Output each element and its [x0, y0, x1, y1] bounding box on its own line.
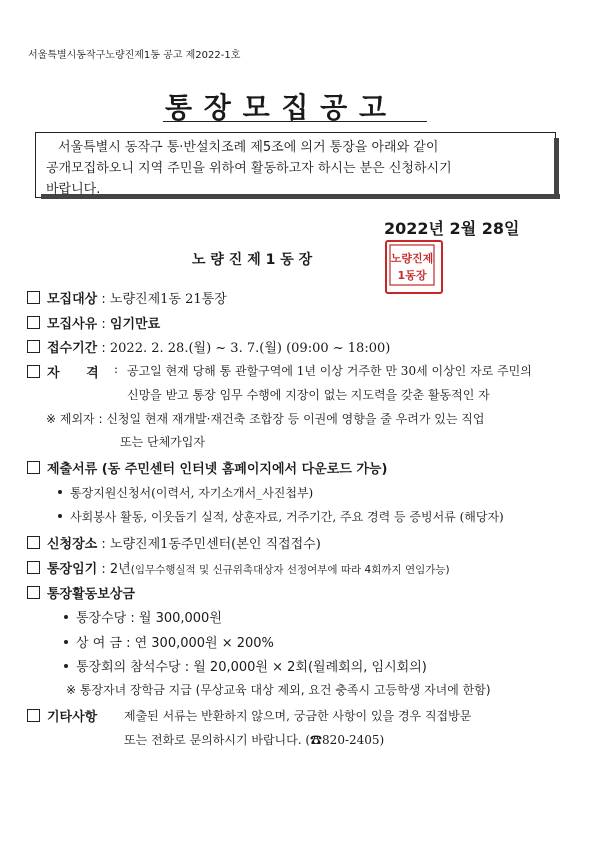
checkbox-icon [27, 365, 40, 378]
intro-line: 서울특별시 동작구 통·반설치조례 제5조에 의거 통장을 아래와 같이 [58, 140, 439, 155]
item-documents [27, 458, 387, 477]
separator: : [101, 562, 110, 577]
item-value: 노량진제1동주민센터(본인 직접접수) [109, 537, 321, 552]
item-target [27, 288, 227, 307]
bullet-icon [58, 514, 62, 518]
documents-item-2 [58, 508, 504, 525]
intro-text [46, 137, 452, 200]
allowance-item-text: 통장회의 참석수당 : 월 20,000원 × 2회(월례회의, 임시회의) [76, 660, 427, 675]
item-value: 2022. 2. 28.(월) ~ 3. 7.(월) (09:00 ~ 18:00) [109, 341, 391, 356]
item-term [27, 558, 450, 577]
item-label: 모집사유 [47, 317, 98, 332]
intro-line: 공개모집하오니 지역 주민을 위하여 활동하고자 하시는 분은 신청하시기 [46, 161, 452, 176]
allowance-item-1 [64, 607, 222, 626]
title-text: 통 장 모 집 공 고 [165, 91, 388, 124]
item-label: 자 격 [47, 366, 99, 381]
checkbox-icon [27, 586, 40, 599]
item-label: 기타사항 [47, 710, 98, 725]
allowance-item-2 [64, 632, 274, 651]
bullet-icon [58, 490, 62, 494]
svg-text:노량진제: 노량진제 [390, 252, 434, 265]
separator: : [101, 317, 110, 332]
allowance-item-text: 상 여 금 : 연 300,000원 × 200% [76, 636, 274, 651]
checkbox-icon [27, 536, 40, 549]
item-label: 통장임기 [47, 562, 98, 577]
item-place [27, 533, 321, 552]
documents-item-1 [58, 484, 313, 501]
item-value: 임기만료 [109, 317, 161, 332]
issuer-name: 노 량 진 제 1 동 장 [192, 252, 313, 268]
checkbox-icon [27, 709, 40, 722]
exclusion-note-line-1: ※ 제외자 : 신청일 현재 재개발·재건축 조합장 등 이권에 영향을 줄 우려가 있는 직업 [46, 412, 485, 426]
checkbox-icon [27, 316, 40, 329]
separator: : [101, 537, 110, 552]
item-label: 신청장소 [47, 537, 98, 552]
bullet-icon [64, 615, 68, 619]
document-number: 서울특별시동작구노량진제1동 공고 제2022-1호 [28, 50, 241, 61]
documents-item-text: 통장지원신청서(이력서, 자기소개서_사진첩부) [70, 486, 314, 500]
page-title [165, 86, 387, 126]
seal-graphic [387, 242, 441, 292]
title-underline [163, 121, 427, 122]
qualification-colon: : [114, 362, 119, 376]
intro-box-shadow-right [554, 138, 559, 199]
term-note: (임무수행실적 및 신규위촉대상자 선정여부에 따라 4회까지 연임가능) [130, 564, 450, 576]
other-line-2: 또는 전화로 문의하시기 바랍니다. (☎820-2405) [124, 733, 385, 747]
qualification-line-2: 신망을 받고 통장 임무 수행에 지장이 없는 지도력을 갖춘 활동적인 자 [127, 388, 490, 402]
checkbox-icon [27, 291, 40, 304]
svg-text:1동장: 1동장 [397, 269, 427, 282]
documents-item-text: 사회봉사 활동, 이웃돕기 실적, 상훈자료, 거주기간, 주요 경력 등 증빙서류 (해당자) [70, 510, 504, 524]
bullet-icon [64, 664, 68, 668]
item-reason [27, 313, 160, 332]
allowance-item-text: 통장수당 : 월 300,000원 [76, 611, 222, 626]
qualification-line-1: 공고일 현재 당해 통 관할구역에 1년 이상 거주한 만 30세 이상인 자로 주민의 [127, 364, 532, 378]
item-label: 모집대상 [47, 292, 98, 307]
separator: : [101, 341, 110, 356]
item-other [27, 706, 97, 725]
intro-line: 바랍니다. [46, 182, 101, 197]
exclusion-note-line-2: 또는 단체가입자 [120, 435, 205, 449]
scholarship-note: ※ 통장자녀 장학금 지급 (무상교육 대상 제외, 요건 충족시 고등학생 자녀에 한함) [66, 683, 491, 697]
bullet-icon [64, 640, 68, 644]
separator: : [101, 292, 110, 307]
official-seal [385, 240, 443, 294]
announcement-date: 2022년 2월 28일 [384, 219, 520, 238]
other-line-1: 제출된 서류는 반환하지 않으며, 궁금한 사항이 있을 경우 직접방문 [124, 709, 472, 723]
item-label: 통장활동보상금 [47, 587, 135, 602]
checkbox-icon [27, 340, 40, 353]
allowance-item-3 [64, 656, 427, 675]
item-value: 2년 [109, 562, 131, 577]
checkbox-icon [27, 561, 40, 574]
item-label: 제출서류 (동 주민센터 인터넷 홈페이지에서 다운로드 가능) [47, 462, 388, 477]
item-label: 접수기간 [47, 341, 98, 356]
item-value: 노량진제1동 21통장 [109, 292, 227, 307]
item-allowance [27, 583, 135, 602]
checkbox-icon [27, 461, 40, 474]
item-period [27, 337, 390, 356]
